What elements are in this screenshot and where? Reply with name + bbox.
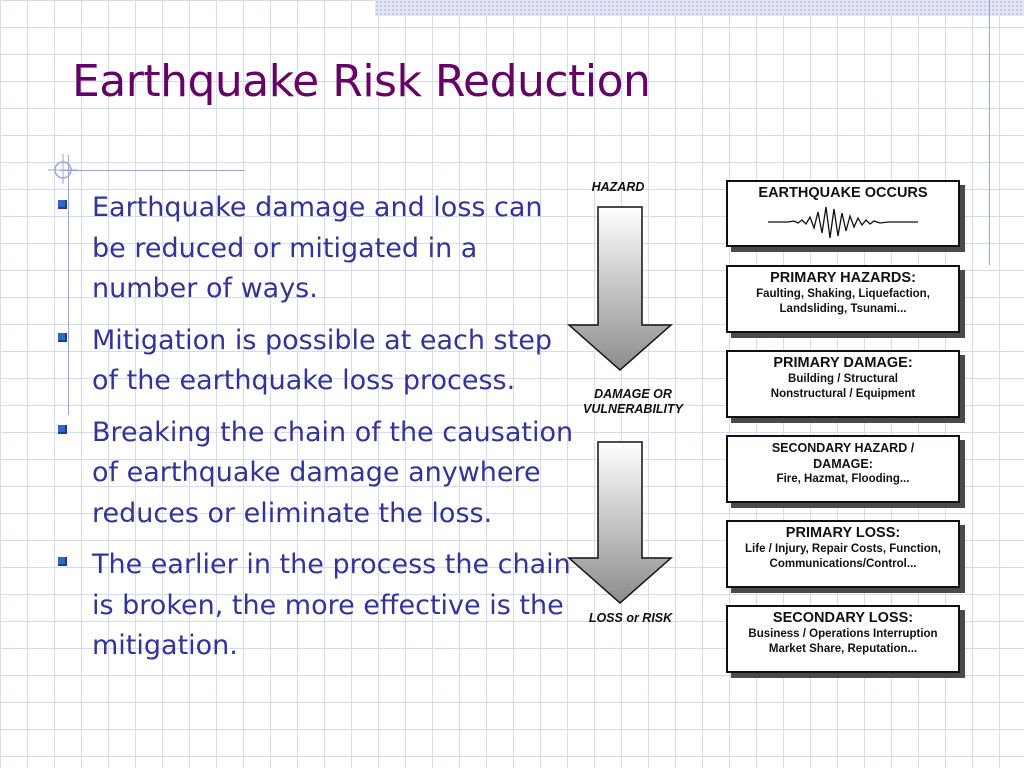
square-bullet-icon [58, 333, 67, 342]
ornament-horizontal-rule [60, 170, 245, 171]
box-heading: PRIMARY DAMAGE: [773, 355, 913, 371]
bullet-text: Breaking the chain of the causation of earthquake damage anywhere reduces or eliminate the loss. [92, 416, 574, 529]
square-bullet-icon [58, 200, 67, 209]
box-detail: Faulting, Shaking, Liquefaction, [756, 288, 930, 300]
box-detail: Life / Injury, Repair Costs, Function, [745, 543, 941, 555]
square-bullet-icon [58, 557, 67, 566]
seismogram-icon [768, 203, 918, 241]
stage-label-damage [568, 387, 698, 417]
stage-label-line: VULNERABILITY [583, 402, 683, 416]
box-detail: Business / Operations Interruption [748, 628, 938, 640]
stage-label-hazard: HAZARD [591, 180, 645, 194]
stage-label-loss: LOSS or RISK [588, 611, 673, 625]
down-arrow-icon [569, 442, 671, 603]
box-secondary-hazard [726, 435, 960, 503]
box-detail: Communications/Control... [769, 558, 917, 570]
bullet-list [54, 188, 584, 678]
box-heading: SECONDARY LOSS: [772, 610, 914, 626]
box-detail: Landsliding, Tsunami... [779, 303, 907, 315]
bullet-item [54, 321, 584, 402]
bullet-item [54, 545, 584, 667]
bullet-text: Mitigation is possible at each step of the earthquake loss process. [92, 324, 552, 396]
earthquake-loss-process-diagram [560, 170, 990, 690]
box-heading: DAMAGE: [813, 457, 873, 471]
bullet-item [54, 413, 584, 535]
box-secondary-loss [726, 605, 960, 673]
box-heading: PRIMARY LOSS: [785, 525, 901, 541]
box-detail: Nonstructural / Equipment [770, 388, 916, 400]
crosshair-circle-icon [46, 150, 80, 184]
bullet-text: Earthquake damage and loss can be reduced or mitigated in a number of ways. [92, 192, 543, 304]
box-primary-loss [726, 520, 960, 588]
stage-label-line: DAMAGE OR [594, 387, 672, 401]
square-bullet-icon [58, 425, 67, 434]
box-heading: PRIMARY HAZARDS: [770, 270, 916, 286]
box-detail: Fire, Hazmat, Flooding... [776, 473, 910, 485]
box-primary-hazards [726, 265, 960, 333]
box-heading: SECONDARY HAZARD / [771, 441, 915, 455]
bullet-text: The earlier in the process the chain is broken, the more effective is the mitigation. [92, 549, 571, 661]
box-primary-damage [726, 350, 960, 418]
top-decorative-band [375, 0, 1024, 16]
down-arrow-icon [569, 207, 671, 370]
box-detail: Market Share, Reputation... [768, 643, 918, 655]
box-earthquake-occurs [726, 180, 960, 247]
box-heading: EARTHQUAKE OCCURS [758, 185, 928, 201]
bullet-item [54, 188, 584, 310]
box-detail: Building / Structural [788, 373, 898, 385]
slide-title: Earthquake Risk Reduction [72, 56, 651, 107]
